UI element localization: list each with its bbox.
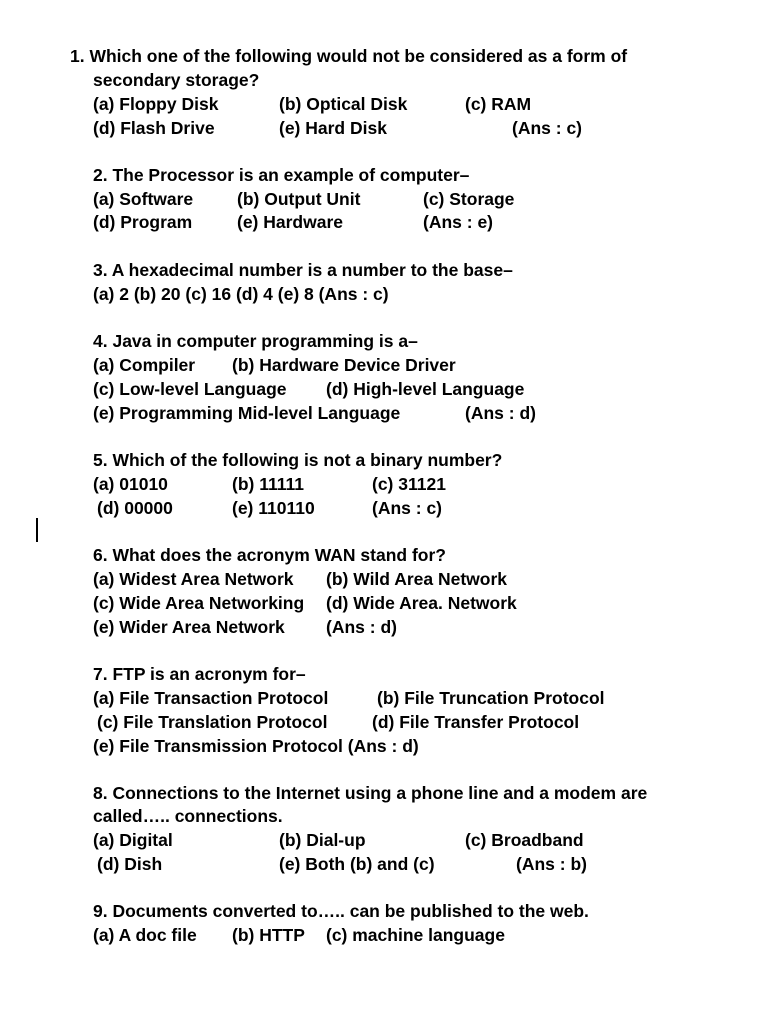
question-4-option-b: (b) Hardware Device Driver [232, 355, 456, 375]
question-4-answer: (Ans : d) [465, 403, 536, 423]
question-2-option-a: (a) Software [93, 189, 194, 209]
text-cursor [36, 518, 38, 542]
question-6-option-e: (e) Wider Area Network [93, 617, 285, 637]
question-6-answer: (Ans : d) [326, 617, 397, 637]
question-9-stem: 9. Documents converted to….. can be published to the web. [93, 901, 589, 921]
question-2-stem: 2. The Processor is an example of computer– [93, 165, 470, 185]
question-1-option-a: (a) Floppy Disk [93, 94, 219, 114]
question-7-option-a: (a) File Transaction Protocol [93, 688, 329, 708]
question-2-option-c: (c) Storage [423, 189, 515, 209]
question-1-option-d: (d) Flash Drive [93, 118, 215, 138]
question-2-option-b: (b) Output Unit [237, 189, 361, 209]
question-1-stem-line-1: 1. Which one of the following would not be considered as a form of [70, 46, 628, 66]
question-8-answer: (Ans : b) [516, 854, 587, 874]
question-1-option-e: (e) Hard Disk [279, 118, 387, 138]
question-1-option-c: (c) RAM [465, 94, 532, 114]
question-8-option-a: (a) Digital [93, 830, 173, 850]
question-5-answer: (Ans : c) [372, 498, 442, 518]
question-5-option-a: (a) 01010 [93, 474, 168, 494]
question-8-stem-line-2: called….. connections. [93, 806, 283, 826]
question-7-option-d: (d) File Transfer Protocol [372, 712, 580, 732]
question-8-option-e: (e) Both (b) and (c) [279, 854, 435, 874]
question-6-option-d: (d) Wide Area. Network [326, 593, 517, 613]
question-1-answer: (Ans : c) [512, 118, 582, 138]
question-7-option-c: (c) File Translation Protocol [97, 712, 328, 732]
question-8-stem-line-1: 8. Connections to the Internet using a phone line and a modem are [93, 783, 648, 803]
question-8-option-d: (d) Dish [97, 854, 163, 874]
question-5-stem: 5. Which of the following is not a binary number? [93, 450, 503, 470]
question-7-option-e: (e) File Transmission Protocol (Ans : d) [93, 736, 419, 756]
question-4-option-a: (a) Compiler [93, 355, 196, 375]
question-3-options: (a) 2 (b) 20 (c) 16 (d) 4 (e) 8 (Ans : c) [93, 284, 389, 304]
question-5-option-c: (c) 31121 [372, 474, 446, 494]
question-7-stem: 7. FTP is an acronym for– [93, 664, 306, 684]
question-8-option-c: (c) Broadband [465, 830, 584, 850]
question-2-answer: (Ans : e) [423, 212, 493, 232]
question-9-option-a: (a) A doc file [93, 925, 197, 945]
question-1-option-b: (b) Optical Disk [279, 94, 408, 114]
question-6-option-b: (b) Wild Area Network [326, 569, 508, 589]
question-2-option-d: (d) Program [93, 212, 193, 232]
question-4-option-d: (d) High-level Language [326, 379, 525, 399]
question-1-stem-line-2: secondary storage? [93, 70, 260, 90]
question-7-option-b: (b) File Truncation Protocol [377, 688, 605, 708]
question-4-option-e: (e) Programming Mid-level Language [93, 403, 401, 423]
question-5-option-e: (e) 110110 [232, 498, 315, 518]
question-9-option-b: (b) HTTP [232, 925, 305, 945]
question-3-stem: 3. A hexadecimal number is a number to the base– [93, 260, 513, 280]
question-4-stem: 4. Java in computer programming is a– [93, 331, 418, 351]
question-6-option-c: (c) Wide Area Networking [93, 593, 305, 613]
question-2-option-e: (e) Hardware [237, 212, 344, 232]
question-5-option-b: (b) 11111 [232, 474, 305, 494]
question-6-option-a: (a) Widest Area Network [93, 569, 294, 589]
question-6-stem: 6. What does the acronym WAN stand for? [93, 545, 446, 565]
question-4-option-c: (c) Low-level Language [93, 379, 287, 399]
question-9-option-c: (c) machine language [326, 925, 505, 945]
question-5-option-d: (d) 00000 [97, 498, 173, 518]
question-8-option-b: (b) Dial-up [279, 830, 366, 850]
